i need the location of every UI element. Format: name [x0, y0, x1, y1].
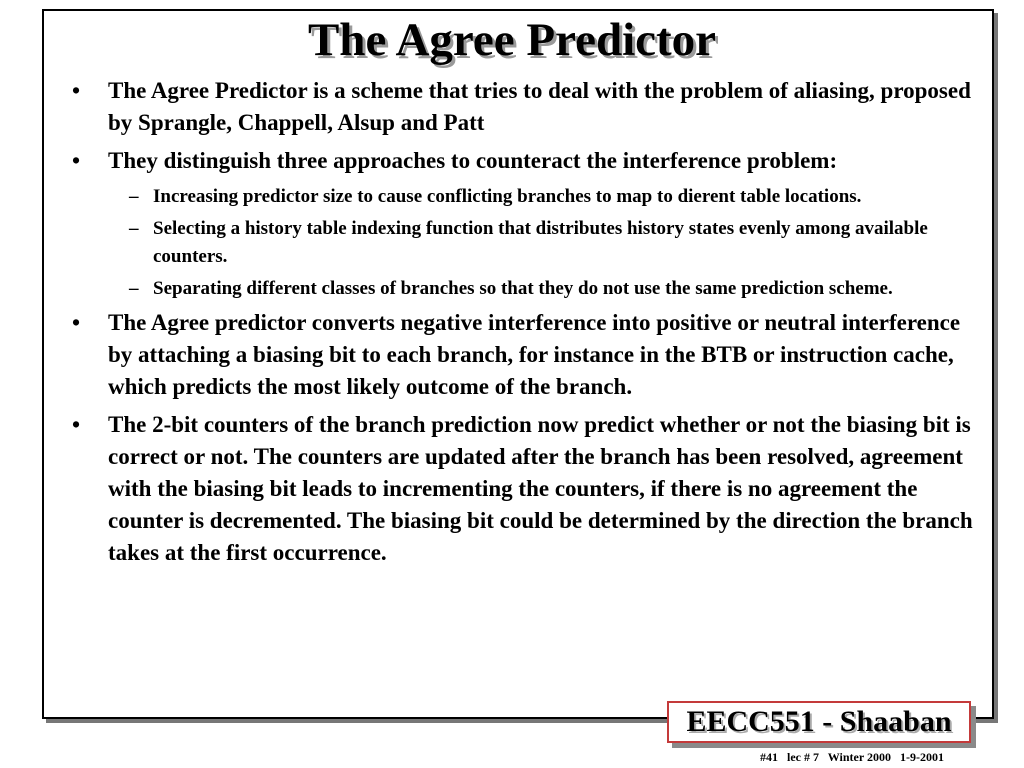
bullet-item — [72, 145, 977, 177]
subbullet-item — [72, 183, 977, 211]
subbullet-text: Separating different classes of branches so that they do not use the same prediction scheme. — [153, 278, 893, 299]
bullet-item — [72, 409, 977, 569]
slide-title: The Agree Predictor — [307, 14, 717, 66]
subbullet-marker: – — [129, 218, 139, 239]
subbullet-text: Increasing predictor size to cause conflicting branches to map to dierent table locations. — [153, 186, 862, 207]
course-badge-label: EECC551 - Shaaban — [686, 705, 952, 738]
bullet-marker: • — [72, 78, 81, 103]
slide-content — [72, 75, 977, 575]
bullet-text: The Agree Predictor is a scheme that tries to deal with the problem of aliasing, proposed by Sprangle, Chappell, Alsup and Patt — [108, 78, 971, 135]
bullet-text: They distinguish three approaches to counteract the interference problem: — [108, 148, 838, 173]
bullet-item — [72, 75, 977, 139]
subbullet-item — [72, 275, 977, 303]
subbullet-marker: – — [129, 186, 139, 207]
bullet-text: The 2-bit counters of the branch prediction now predict whether or not the biasing bit is correct or not. The counters are updated after the branch has been resolved, agreement with the biasing bit leads to incrementing the counters, if there is no agreement the counter is decremented. The biasing bit could be determined by the direction the branch takes at the first occurrence. — [108, 412, 973, 565]
subbullet-marker: – — [129, 278, 139, 299]
lecture-info: #41 lec # 7 Winter 2000 1-9-2001 — [760, 750, 944, 764]
course-badge — [667, 701, 971, 743]
bullet-marker: • — [72, 310, 81, 335]
subbullet-text: Selecting a history table indexing function that distributes history states evenly among available counters. — [153, 218, 928, 267]
bullet-marker: • — [72, 412, 81, 437]
subbullet-item — [72, 215, 977, 271]
bullet-text: The Agree predictor converts negative interference into positive or neutral interference by attaching a biasing bit to each branch, for instance in the BTB or instruction cache, which predicts the most likely outcome of the branch. — [108, 310, 961, 399]
bullet-marker: • — [72, 148, 81, 173]
bullet-item — [72, 307, 977, 403]
